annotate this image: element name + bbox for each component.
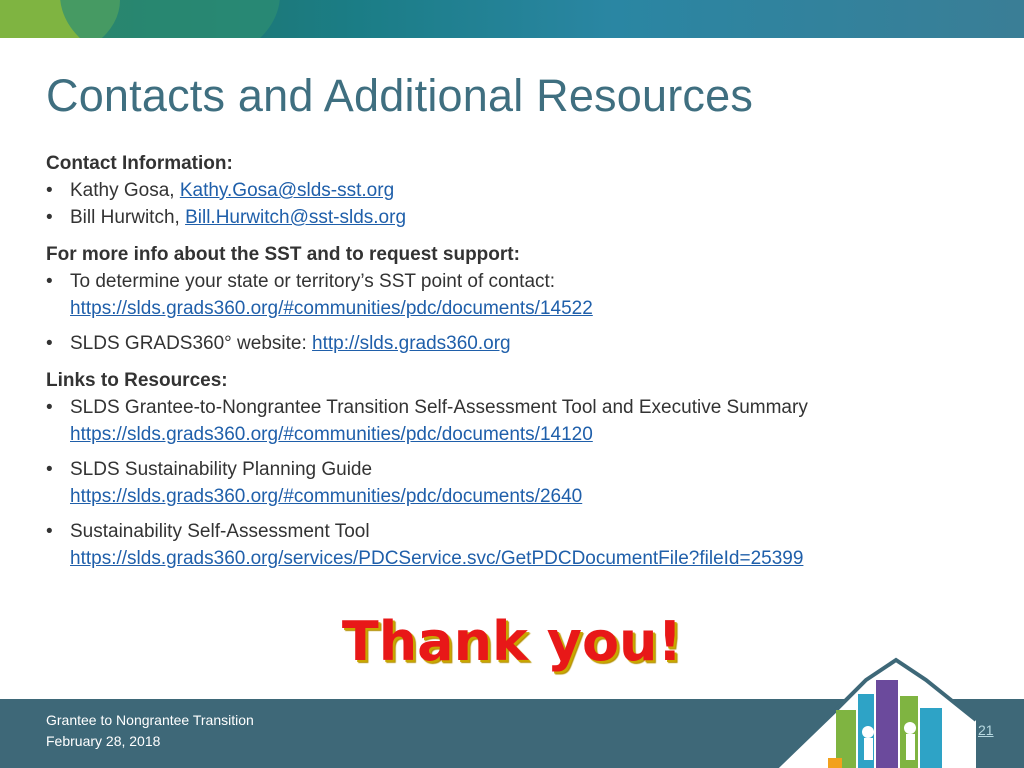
more-info-text: SLDS GRADS360° website: [70, 333, 313, 354]
more-info-item [46, 330, 986, 357]
page-number: 21 [978, 722, 994, 738]
footer-text [46, 710, 254, 752]
more-info-text: To determine your state or territory’s SST point of contact: [70, 271, 556, 292]
bullet-icon: • [46, 397, 53, 418]
slide-content [46, 150, 986, 582]
resource-text: SLDS Grantee-to-Nongrantee Transition Self-Assessment Tool and Executive Summary [70, 397, 808, 418]
logo-desk [828, 758, 842, 768]
logo-figure-head [904, 722, 916, 734]
bullet-icon: • [46, 271, 53, 292]
contact-item [46, 177, 986, 204]
resource-text: SLDS Sustainability Planning Guide [70, 459, 373, 480]
thank-you-text: Thank you! [341, 610, 683, 673]
slds-skyline-logo-icon [776, 650, 976, 768]
logo-figure-body [906, 734, 915, 760]
contact-email-link[interactable]: Kathy.Gosa@slds-sst.org [179, 180, 395, 201]
contact-name: Kathy Gosa, [70, 180, 180, 201]
contact-section [46, 150, 986, 231]
bullet-icon: • [46, 521, 53, 542]
footer-line-2: February 28, 2018 [46, 733, 161, 749]
more-info-heading: For more info about the SST and to request support: [46, 244, 520, 265]
contact-item [46, 204, 986, 231]
logo-building [876, 680, 898, 768]
logo-figure-body [864, 738, 873, 760]
bullet-icon: • [46, 333, 53, 354]
more-info-section [46, 241, 986, 357]
resources-section [46, 367, 986, 572]
resources-heading: Links to Resources: [46, 370, 228, 391]
bullet-icon: • [46, 180, 53, 201]
bullet-icon: • [46, 459, 53, 480]
more-info-item [46, 268, 986, 322]
contact-name: Bill Hurwitch, [70, 207, 186, 228]
resource-link[interactable]: https://slds.grads360.org/#communities/pdc/documents/14120 [70, 424, 593, 445]
banner-swoosh-teal [60, 0, 280, 38]
footer-line-1: Grantee to Nongrantee Transition [46, 712, 254, 728]
resource-link[interactable]: https://slds.grads360.org/services/PDCService.svc/GetPDCDocumentFile?fileId=25399 [70, 548, 804, 569]
resource-item [46, 394, 986, 448]
resource-item [46, 456, 986, 510]
resource-item [46, 518, 986, 572]
bullet-icon: • [46, 207, 53, 228]
contact-heading: Contact Information: [46, 153, 233, 174]
resource-link[interactable]: https://slds.grads360.org/#communities/pdc/documents/2640 [70, 486, 583, 507]
logo-figure-head [862, 726, 874, 738]
sst-contact-link[interactable]: https://slds.grads360.org/#communities/pdc/documents/14522 [70, 298, 593, 319]
resource-text: Sustainability Self-Assessment Tool [70, 521, 370, 542]
grads360-website-link[interactable]: http://slds.grads360.org [312, 333, 511, 354]
contact-email-link[interactable]: Bill.Hurwitch@sst-slds.org [185, 207, 407, 228]
logo-building [920, 708, 942, 768]
slide-title: Contacts and Additional Resources [46, 70, 754, 121]
top-banner [0, 0, 1024, 38]
